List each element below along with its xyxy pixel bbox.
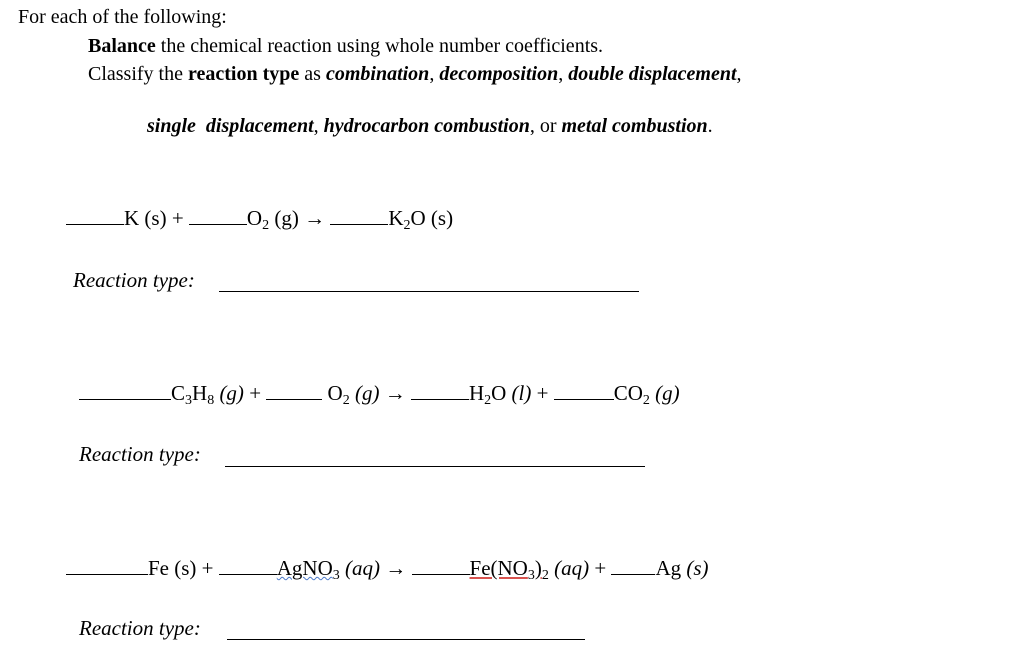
instruction-balance-keyword: Balance — [88, 35, 156, 57]
comma: , — [429, 63, 440, 85]
type-hydrocarbon-combustion: hydrocarbon combustion — [323, 115, 530, 137]
coefficient-blank[interactable] — [219, 573, 277, 575]
instruction-classify-text: Classify the — [88, 63, 188, 85]
instruction-classify — [88, 63, 742, 86]
coefficient-blank[interactable] — [554, 398, 614, 400]
type-single-displacement: single displacement — [147, 115, 314, 137]
instruction-balance — [88, 35, 603, 58]
reaction-2-equation — [79, 381, 680, 406]
reactant-o2: $O_2$ (g) → — [327, 381, 406, 408]
reactant-o2: $O_2$ (g) → — [246, 206, 326, 233]
coefficient-blank[interactable] — [79, 398, 171, 400]
reactant-c3h8: $C_3H_8$ (g) + — [171, 381, 262, 408]
reaction-3-type-answer-line[interactable] — [227, 639, 585, 640]
product-ag: Ag (s) — [655, 556, 709, 580]
product-fe-no3-2: $Fe(NO_3)_2$ (aq) + — [469, 556, 607, 583]
instruction-classify-continued — [137, 92, 713, 138]
type-decomposition: decomposition — [439, 63, 559, 85]
reactant-agno3: AgNO$_3$ (aq) → — [276, 556, 407, 583]
reactant-fe: Fe (s) + — [148, 556, 214, 580]
comma: , — [313, 115, 324, 137]
coefficient-blank[interactable] — [66, 573, 148, 575]
reaction-1-type-label: Reaction type: — [73, 268, 195, 292]
product-co2: $CO_2$ (g) — [613, 381, 680, 408]
coefficient-blank[interactable] — [266, 398, 322, 400]
coefficient-blank[interactable] — [66, 223, 124, 225]
reaction-3-equation — [66, 556, 709, 581]
coefficient-blank[interactable] — [189, 223, 247, 225]
reaction-2-type-answer-line[interactable] — [225, 466, 645, 467]
coefficient-blank[interactable] — [611, 573, 655, 575]
coefficient-blank[interactable] — [412, 573, 470, 575]
reaction-2-type-label: Reaction type: — [79, 442, 201, 466]
comma: , — [558, 63, 569, 85]
instruction-as: as — [299, 63, 326, 85]
type-double-displacement: double displacement — [568, 63, 737, 85]
reactant-k: K (s) + — [124, 206, 184, 230]
type-combination: combination — [325, 63, 430, 85]
reaction-1-equation — [66, 206, 453, 231]
reaction-3-type-label: Reaction type: — [79, 616, 201, 640]
period: . — [707, 115, 713, 137]
comma: , — [736, 63, 742, 85]
coefficient-blank[interactable] — [330, 223, 388, 225]
instruction-balance-text: the chemical reaction using whole number coefficients. — [155, 35, 604, 57]
coefficient-blank[interactable] — [411, 398, 469, 400]
type-metal-combustion: metal combustion — [561, 115, 708, 137]
product-k2o: $K_2O$ (s) — [388, 206, 454, 233]
or-text: , or — [529, 115, 562, 137]
instruction-reaction-type-keyword: reaction type — [188, 63, 300, 85]
reaction-1-type-answer-line[interactable] — [219, 291, 639, 292]
product-h2o: $H_2O$ (l) + — [468, 381, 549, 408]
page-title: For each of the following: — [18, 6, 227, 28]
